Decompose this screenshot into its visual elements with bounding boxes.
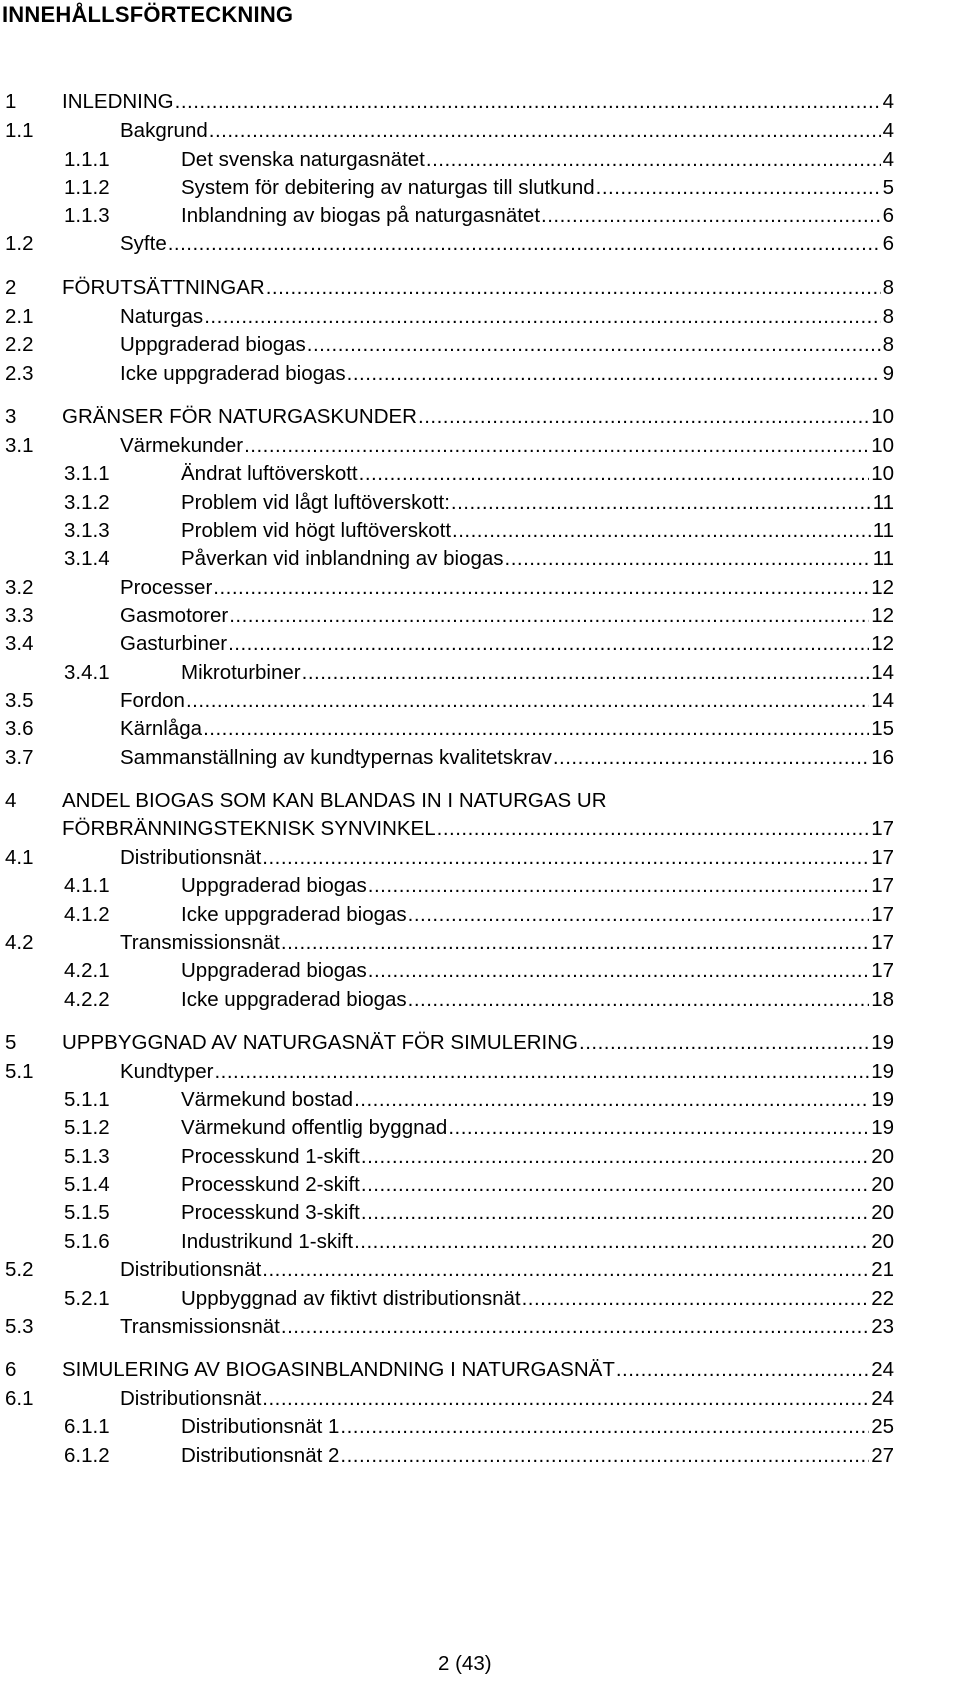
toc-entry-number: 5.2.1 — [64, 1287, 110, 1310]
toc-entry-number: 3.4 — [5, 632, 34, 655]
toc-entry-page: 17 — [871, 903, 894, 926]
toc-entry-title: Fordon — [120, 689, 185, 712]
toc-entry[interactable] — [0, 331, 894, 358]
toc-entry-number: 3.1.4 — [64, 547, 110, 570]
toc-entry-page: 17 — [871, 846, 894, 869]
toc-entry[interactable] — [0, 844, 894, 871]
toc-entry[interactable] — [0, 274, 894, 301]
toc-entry-number: 3.5 — [5, 689, 34, 712]
toc-entry-number: 3.1.2 — [64, 491, 110, 514]
toc-entry-title-line — [120, 602, 894, 629]
toc-entry-title: Icke uppgraderad biogas — [120, 362, 346, 385]
toc-entry-title-line — [62, 1356, 894, 1383]
dot-leader — [203, 715, 869, 742]
toc-entry-number: 1 — [5, 90, 17, 113]
toc-entry-title-line — [181, 202, 894, 229]
toc-entry[interactable] — [0, 303, 894, 330]
toc-entry-page: 11 — [872, 491, 894, 514]
toc-entry[interactable] — [0, 1058, 894, 1085]
dot-leader — [228, 630, 869, 657]
toc-entry-number: 2.1 — [5, 305, 34, 328]
toc-entry-number: 5 — [5, 1031, 17, 1054]
toc-entry-title-line — [62, 403, 894, 430]
toc-entry[interactable] — [0, 1228, 894, 1255]
toc-entry-title-line — [181, 659, 894, 686]
toc-entry[interactable] — [0, 403, 894, 430]
toc-entry-page: 10 — [871, 434, 894, 457]
toc-entry-number: 5.1.4 — [64, 1173, 110, 1196]
dot-leader — [541, 202, 881, 229]
dot-leader — [262, 844, 869, 871]
toc-entry-title-line — [120, 360, 894, 387]
toc-entry[interactable] — [0, 460, 894, 487]
toc-entry-page: 11 — [872, 519, 894, 542]
toc-entry-title-line — [120, 432, 894, 459]
toc-entry-page: 17 — [871, 874, 894, 897]
toc-entry-page: 14 — [871, 661, 894, 684]
toc-entry-title-line — [181, 1199, 894, 1226]
toc-entry-number: 3.3 — [5, 604, 34, 627]
toc-entry-number: 5.2 — [5, 1258, 34, 1281]
toc-entry-number: 4.2.2 — [64, 988, 110, 1011]
toc-entry[interactable] — [0, 986, 894, 1013]
toc-entry-title: Processkund 2-skift — [181, 1173, 360, 1196]
toc-entry-title-line — [120, 574, 894, 601]
toc-entry[interactable] — [0, 602, 894, 629]
toc-entry-number: 3.1 — [5, 434, 34, 457]
toc-entry-title: Uppgraderad biogas — [181, 874, 367, 897]
toc-entry[interactable] — [0, 489, 894, 516]
toc-entry-title-line — [120, 331, 894, 358]
toc-entry-number: 3.7 — [5, 746, 34, 769]
toc-entry-number: 3.4.1 — [64, 661, 110, 684]
dot-leader — [209, 117, 881, 144]
toc-entry-title: Distributionsnät — [120, 1387, 262, 1410]
toc-entry[interactable] — [0, 1029, 894, 1056]
dot-leader — [368, 872, 869, 899]
toc-entry-title: Distributionsnät 2 — [181, 1444, 340, 1467]
toc-entry[interactable] — [0, 744, 894, 771]
toc-entry-title: GRÄNSER FÖR NATURGASKUNDER — [62, 405, 417, 428]
toc-entry-number: 3.1.3 — [64, 519, 110, 542]
dot-leader — [307, 331, 881, 358]
dot-leader — [579, 1029, 869, 1056]
dot-leader — [361, 1171, 869, 1198]
toc-entry-title-line — [120, 844, 894, 871]
toc-entry-number: 3.2 — [5, 576, 34, 599]
toc-entry-title: Processkund 3-skift — [181, 1201, 360, 1224]
toc-entry-title-line — [120, 929, 894, 956]
toc-entry-page: 8 — [882, 276, 894, 299]
dot-leader — [408, 901, 870, 928]
dot-leader — [266, 274, 881, 301]
toc-entry-number: 1.1 — [5, 119, 34, 142]
toc-entry-title-line — [181, 872, 894, 899]
toc-entry-title-line — [181, 1143, 894, 1170]
toc-entry[interactable] — [0, 1256, 894, 1283]
toc-entry[interactable] — [0, 1171, 894, 1198]
toc-entry-title: Transmissionsnät — [120, 1315, 280, 1338]
toc-entry-number: 2.2 — [5, 333, 34, 356]
toc-entry-number: 4.1.1 — [64, 874, 110, 897]
toc-entry-number: 5.1.6 — [64, 1230, 110, 1253]
dot-leader — [186, 687, 869, 714]
toc-entry-title-line — [181, 1228, 894, 1255]
dot-leader — [361, 1199, 869, 1226]
dot-leader — [616, 1356, 869, 1383]
dot-leader — [213, 574, 869, 601]
toc-entry[interactable] — [0, 659, 894, 686]
toc-entry-title-line — [120, 230, 894, 257]
toc-entry-title-line — [62, 787, 894, 814]
toc-entry-page: 4 — [882, 119, 894, 142]
toc-entry-title: Icke uppgraderad biogas — [181, 988, 407, 1011]
dot-leader — [262, 1256, 869, 1283]
dot-leader — [522, 1285, 870, 1312]
toc-entry-title-line — [181, 489, 894, 516]
toc-entry-number: 1.2 — [5, 232, 34, 255]
toc-entry-title-line — [120, 1058, 894, 1085]
toc-entry-page: 6 — [882, 232, 894, 255]
toc-entry-page: 19 — [871, 1060, 894, 1083]
toc-entry-title: System för debitering av naturgas till slutkund — [181, 176, 595, 199]
toc-entry[interactable] — [0, 230, 894, 257]
toc-entry-number: 3 — [5, 405, 17, 428]
toc-entry-page: 5 — [882, 176, 894, 199]
toc-entry-title: Ändrat luftöverskott — [181, 462, 358, 485]
dot-leader — [204, 303, 880, 330]
toc-entry-page: 19 — [871, 1088, 894, 1111]
toc-entry-number: 3.1.1 — [64, 462, 110, 485]
toc-entry-title: Uppbyggnad av fiktivt distributionsnät — [181, 1287, 521, 1310]
dot-leader — [340, 1413, 869, 1440]
toc-entry-title-line — [62, 815, 894, 842]
toc-entry-title-line — [181, 1413, 894, 1440]
toc-entry[interactable] — [0, 1086, 894, 1113]
toc-entry-number: 1.1.3 — [64, 204, 110, 227]
page-number: 2 (43) — [438, 1652, 492, 1675]
toc-entry-page: 15 — [871, 717, 894, 740]
toc-entry-number: 1.1.1 — [64, 148, 110, 171]
toc-entry-title: Kundtyper — [120, 1060, 214, 1083]
toc-entry[interactable] — [0, 432, 894, 459]
toc-entry-title: Distributionsnät 1 — [181, 1415, 340, 1438]
toc-entry-title: ANDEL BIOGAS SOM KAN BLANDAS IN I NATURGAS UR — [62, 789, 607, 812]
toc-entry-title: Syfte — [120, 232, 167, 255]
dot-leader — [448, 1114, 869, 1141]
toc-entry-title: Uppgraderad biogas — [120, 333, 306, 356]
toc-entry-title-line — [181, 460, 894, 487]
toc-entry-title-line — [120, 1385, 894, 1412]
toc-entry-page: 10 — [871, 462, 894, 485]
toc-entry-title-line — [120, 1313, 894, 1340]
toc-entry[interactable] — [0, 957, 894, 984]
toc-entry-page: 19 — [871, 1031, 894, 1054]
toc-entry-title-line — [120, 744, 894, 771]
toc-entry-title: Gasmotorer — [120, 604, 229, 627]
dot-leader — [347, 360, 881, 387]
dot-leader — [553, 744, 869, 771]
toc-entry-title-line — [120, 630, 894, 657]
toc-entry-title: Distributionsnät — [120, 846, 262, 869]
toc-entry-title: Inblandning av biogas på naturgasnätet — [181, 204, 541, 227]
toc-entry-number: 6.1.1 — [64, 1415, 110, 1438]
toc-entry-page: 23 — [871, 1315, 894, 1338]
toc-entry-title: Bakgrund — [120, 119, 208, 142]
toc-entry-page: 20 — [871, 1201, 894, 1224]
toc-entry-number: 5.1.5 — [64, 1201, 110, 1224]
toc-entry-page: 17 — [871, 817, 894, 840]
toc-entry[interactable] — [0, 815, 894, 842]
toc-entry[interactable] — [0, 360, 894, 387]
toc-entry-title: Påverkan vid inblandning av biogas — [181, 547, 504, 570]
toc-entry-title: Processkund 1-skift — [181, 1145, 360, 1168]
toc-entry[interactable] — [0, 787, 894, 814]
toc-entry-title-line — [62, 88, 894, 115]
dot-leader — [437, 815, 870, 842]
toc-entry-number: 2.3 — [5, 362, 34, 385]
toc-entry[interactable] — [0, 929, 894, 956]
dot-leader — [229, 602, 869, 629]
dot-leader — [354, 1228, 869, 1255]
toc-entry-number: 3.6 — [5, 717, 34, 740]
toc-entry-title: Icke uppgraderad biogas — [181, 903, 407, 926]
toc-heading: INNEHÅLLSFÖRTECKNING — [2, 2, 294, 27]
toc-entry-number: 2 — [5, 276, 17, 299]
dot-leader — [452, 517, 871, 544]
toc-entry[interactable] — [0, 174, 894, 201]
toc-entry[interactable] — [0, 88, 894, 115]
toc-entry-page: 12 — [871, 604, 894, 627]
toc-entry-title-line — [181, 1442, 894, 1469]
toc-entry-page: 17 — [871, 931, 894, 954]
toc-entry[interactable] — [0, 117, 894, 144]
toc-entry-page: 19 — [871, 1116, 894, 1139]
toc-entry-title: Mikroturbiner — [181, 661, 301, 684]
toc-entry-title-line — [181, 545, 894, 572]
toc-entry-page: 10 — [871, 405, 894, 428]
toc-entry-title-line — [120, 117, 894, 144]
toc-entry[interactable] — [0, 146, 894, 173]
dot-leader — [361, 1143, 869, 1170]
toc-entry[interactable] — [0, 1385, 894, 1412]
toc-entry-title-line — [62, 1029, 894, 1056]
toc-entry-page: 12 — [871, 632, 894, 655]
toc-entry-number: 4.1.2 — [64, 903, 110, 926]
toc-entry-title: SIMULERING AV BIOGASINBLANDNING I NATURGASNÄT — [62, 1358, 615, 1381]
toc-entry[interactable] — [0, 901, 894, 928]
toc-entry-number: 5.1.3 — [64, 1145, 110, 1168]
toc-entry-number: 6.1 — [5, 1387, 34, 1410]
toc-entry-title: Gasturbiner — [120, 632, 228, 655]
toc-entry-page: 8 — [882, 333, 894, 356]
toc-entry[interactable] — [0, 1413, 894, 1440]
dot-leader — [281, 1313, 869, 1340]
dot-leader — [302, 659, 870, 686]
toc-entry-page: 14 — [871, 689, 894, 712]
dot-leader — [408, 986, 870, 1013]
toc-entry-page: 16 — [871, 746, 894, 769]
toc-entry[interactable] — [0, 202, 894, 229]
dot-leader — [168, 230, 881, 257]
dot-leader — [244, 432, 869, 459]
toc-entry-title: INLEDNING — [62, 90, 174, 113]
toc-entry-number: 5.1 — [5, 1060, 34, 1083]
toc-entry-title-line — [62, 274, 894, 301]
toc-entry[interactable] — [0, 687, 894, 714]
toc-entry-title-line — [120, 715, 894, 742]
dot-leader — [340, 1442, 869, 1469]
toc-entry-title: Naturgas — [120, 305, 204, 328]
toc-entry[interactable] — [0, 1442, 894, 1469]
toc-entry-title: Processer — [120, 576, 213, 599]
toc-entry-page: 24 — [871, 1358, 894, 1381]
toc-entry-number: 4 — [5, 789, 17, 812]
toc-entry-number: 5.1.2 — [64, 1116, 110, 1139]
toc-entry-title: Det svenska naturgasnätet — [181, 148, 425, 171]
dot-leader — [262, 1385, 869, 1412]
toc-entry-page: 22 — [871, 1287, 894, 1310]
toc-entry-page: 25 — [871, 1415, 894, 1438]
toc-entry[interactable] — [0, 1114, 894, 1141]
dot-leader — [596, 174, 881, 201]
toc-entry[interactable] — [0, 1199, 894, 1226]
toc-entry-title-line — [181, 957, 894, 984]
dot-leader — [451, 489, 871, 516]
toc-entry-page: 20 — [871, 1230, 894, 1253]
dot-leader — [281, 929, 869, 956]
toc-entry-title: Industrikund 1-skift — [181, 1230, 354, 1253]
toc-entry-title: Värmekunder — [120, 434, 244, 457]
toc-entry-page: 11 — [872, 547, 894, 570]
dot-leader — [354, 1086, 869, 1113]
toc-entry-page: 4 — [882, 148, 894, 171]
toc-entry[interactable] — [0, 1285, 894, 1312]
toc-entry-title-line — [120, 687, 894, 714]
toc-entry-page: 4 — [882, 90, 894, 113]
toc-entry-number: 4.1 — [5, 846, 34, 869]
dot-leader — [368, 957, 869, 984]
toc-entry-number: 6 — [5, 1358, 17, 1381]
toc-entry-page: 18 — [871, 988, 894, 1011]
toc-entry-title-line — [181, 517, 894, 544]
toc-entry-page: 27 — [871, 1444, 894, 1467]
toc-entry-page: 21 — [871, 1258, 894, 1281]
toc-entry-page: 24 — [871, 1387, 894, 1410]
toc-entry-page: 17 — [871, 959, 894, 982]
toc-entry-title-line — [181, 174, 894, 201]
dot-leader — [214, 1058, 869, 1085]
toc-entry[interactable] — [0, 1313, 894, 1340]
dot-leader — [418, 403, 869, 430]
toc-entry-title-line — [181, 1086, 894, 1113]
toc-entry-title: Värmekund offentlig byggnad — [181, 1116, 448, 1139]
toc-entry-page: 20 — [871, 1173, 894, 1196]
toc-entry-title-line — [120, 1256, 894, 1283]
toc-entry-title: Problem vid lågt luftöverskott: — [181, 491, 450, 514]
toc-entry-title: Transmissionsnät — [120, 931, 280, 954]
toc-entry-title-line — [181, 901, 894, 928]
toc-entry[interactable] — [0, 517, 894, 544]
toc-entry[interactable] — [0, 872, 894, 899]
toc-entry-title-line — [181, 986, 894, 1013]
toc-entry-title-line — [181, 1171, 894, 1198]
toc-entry-number: 4.2.1 — [64, 959, 110, 982]
toc-entry-page: 12 — [871, 576, 894, 599]
dot-leader — [175, 88, 881, 115]
toc-entry-title: Distributionsnät — [120, 1258, 262, 1281]
toc-entry[interactable] — [0, 1356, 894, 1383]
toc-entry[interactable] — [0, 715, 894, 742]
toc-entry-title: Uppgraderad biogas — [181, 959, 367, 982]
toc-entry-page: 6 — [882, 204, 894, 227]
toc-entry-number: 6.1.2 — [64, 1444, 110, 1467]
toc-entry-page: 20 — [871, 1145, 894, 1168]
toc-entry[interactable] — [0, 630, 894, 657]
toc-entry-title: Kärnlåga — [120, 717, 203, 740]
toc-entry-title-line — [181, 1285, 894, 1312]
toc-entry-page: 9 — [882, 362, 894, 385]
toc-entry-title: FÖRBRÄNNINGSTEKNISK SYNVINKEL — [62, 817, 436, 840]
toc-entry[interactable] — [0, 545, 894, 572]
dot-leader — [426, 146, 881, 173]
toc-entry-title-line — [120, 303, 894, 330]
toc-entry-title-line — [181, 146, 894, 173]
toc-entry[interactable] — [0, 574, 894, 601]
toc-entry-number: 5.3 — [5, 1315, 34, 1338]
toc-entry-title: Sammanställning av kundtypernas kvalitetskrav — [120, 746, 552, 769]
toc-entry-title: Värmekund bostad — [181, 1088, 354, 1111]
dot-leader — [359, 460, 870, 487]
toc-entry-title: UPPBYGGNAD AV NATURGASNÄT FÖR SIMULERING — [62, 1031, 579, 1054]
toc-entry[interactable] — [0, 1143, 894, 1170]
toc-entry-title: FÖRUTSÄTTNINGAR — [62, 276, 265, 299]
toc-entry-page: 8 — [882, 305, 894, 328]
toc-entry-number: 4.2 — [5, 931, 34, 954]
toc-entry-title-line — [181, 1114, 894, 1141]
dot-leader — [505, 545, 871, 572]
toc-entry-number: 5.1.1 — [64, 1088, 110, 1111]
toc-entry-number: 1.1.2 — [64, 176, 110, 199]
toc-entry-title: Problem vid högt luftöverskott — [181, 519, 452, 542]
